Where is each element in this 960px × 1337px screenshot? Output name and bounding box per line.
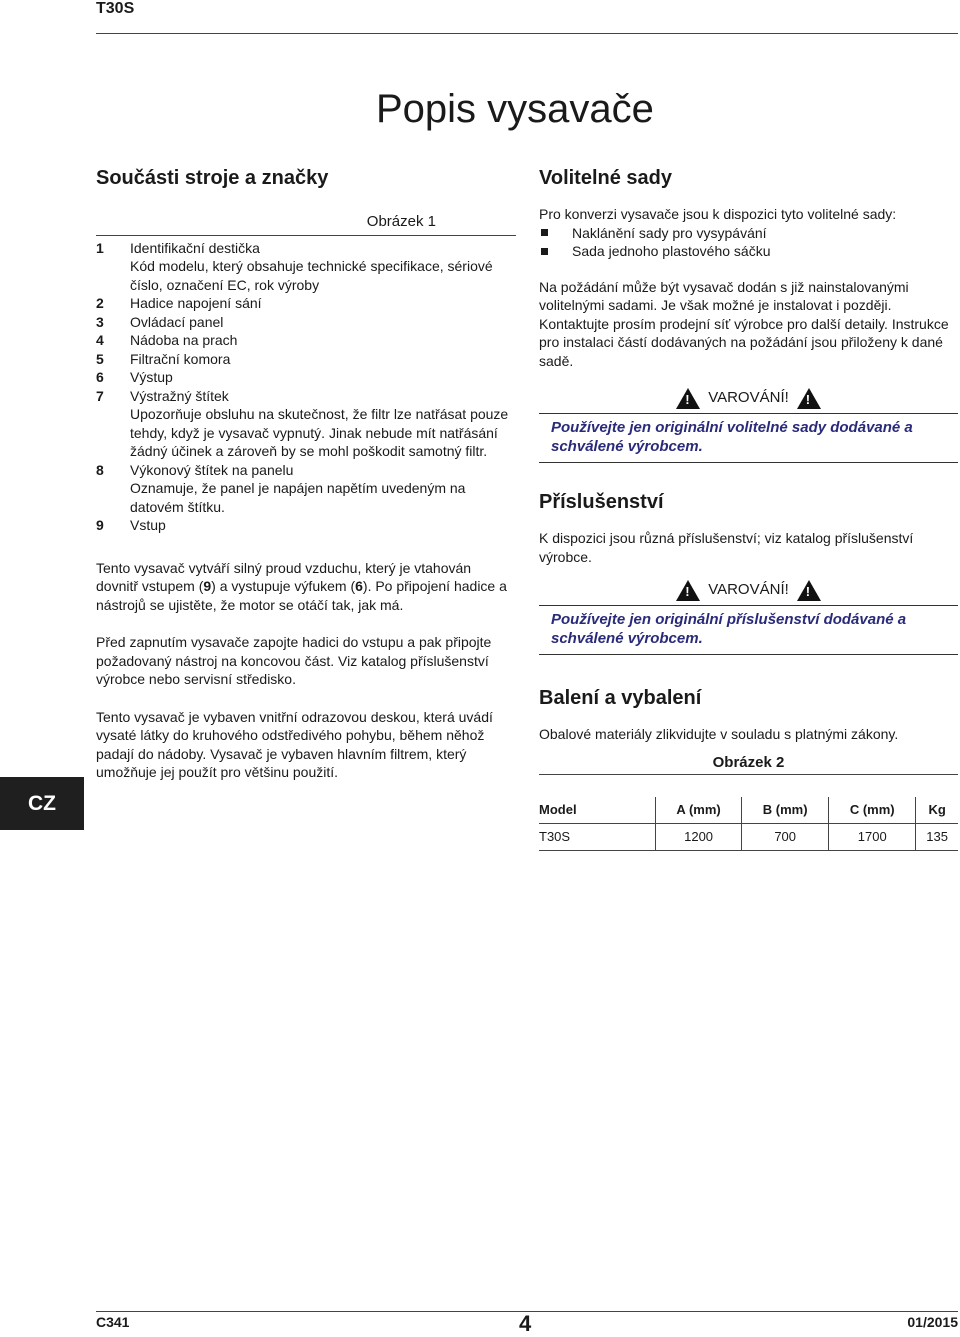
page-title: Popis vysavače: [376, 87, 654, 131]
table-cell: T30S: [539, 824, 656, 851]
column-header: B (mm): [742, 797, 829, 824]
list-item: [96, 368, 516, 387]
header-model: T30S: [96, 0, 135, 17]
part-number: 6: [96, 369, 104, 385]
list-item: [96, 479, 516, 516]
kit-item: Sada jednoho plastového sáčku: [572, 243, 771, 259]
list-item: [96, 350, 516, 369]
list-item: [96, 257, 516, 294]
list-item: [539, 242, 958, 261]
header-divider: [96, 33, 958, 34]
warning-2-text: Používejte jen originální příslušenství dodávané a schválené výrobcem.: [539, 605, 958, 655]
accessories-heading: Příslušenství: [539, 491, 664, 513]
packing-text: Obalové materiály zlikvidujte v souladu s platnými zákony.: [539, 726, 899, 742]
list-item: [96, 331, 516, 350]
part-text: Vstup: [130, 517, 166, 533]
baffle-paragraph: Tento vysavač je vybaven vnitřní odrazovou deskou, která uvádí vysaté látky do kruhového odstředivého pohybu, během něhož padají do nádoby. Vysavač je vybaven hlavním filtrem, který umožňuje jej použít pro většinu použití.: [96, 708, 493, 780]
figure-2-label: Obrázek 2: [712, 753, 785, 771]
kits-list: [539, 224, 958, 261]
kits-heading: Volitelné sady: [539, 167, 673, 189]
startup-paragraph: Před zapnutím vysavače zapojte hadici do vstupu a pak připojte požadovaný nástroj na koncovou část. Viz katalog příslušenství výrobce nebo servisní středisko.: [96, 634, 492, 687]
figure-1-divider: [96, 235, 516, 236]
list-item: [96, 387, 516, 406]
column-header: C (mm): [829, 797, 916, 824]
kit-item: Naklánění sady pro vysypávání: [572, 224, 767, 241]
part-text: Upozorňuje obsluhu na skutečnost, že filtr lze natřásat pouze tehdy, když je vysavač vypnutý. Jinak nebude mít natřásání žádný účinek a zároveň by se mohl poškodit samotný filtr.: [130, 406, 509, 459]
part-text: Výkonový štítek na panelu: [130, 461, 294, 478]
warning-triangle-icon: !: [676, 580, 700, 601]
footer-date: 01/2015: [907, 1314, 958, 1330]
part-text: Hadice napojení sání: [130, 295, 262, 311]
kits-note: Na požádání může být vysavač dodán s již nainstalovanými volitelnými sadami. Je však možné je instalovat i později. Kontaktujte prosím prodejní síť výrobce pro další detaily. Instrukce pro instalaci částí dodávaných na požádání jsou přiloženy k dané sadě.: [539, 278, 949, 369]
part-number: 7: [96, 387, 104, 404]
list-item: [96, 313, 516, 332]
list-item: [96, 405, 516, 461]
part-number: 3: [96, 313, 104, 330]
page-number: 4: [519, 1311, 532, 1336]
part-number: 9: [96, 517, 104, 533]
language-tab: CZ: [0, 777, 84, 830]
table-cell: 1200: [656, 824, 742, 851]
warning-2-header: [539, 580, 958, 601]
column-header: A (mm): [656, 797, 742, 824]
parts-heading: Součásti stroje a značky: [96, 167, 329, 189]
part-text: Oznamuje, že panel je napájen napětím uvedeným na datovém štítku.: [130, 480, 466, 515]
part-text: Kód modelu, který obsahuje technické specifikace, sériové číslo, označení EC, rok výroby: [130, 258, 493, 293]
part-text: Identifikační destička: [130, 239, 260, 256]
part-number: 8: [96, 461, 104, 478]
accessories-text: K dispozici jsou různá příslušenství; viz katalog příslušenství výrobce.: [539, 530, 914, 565]
footer-doc-code: C341: [96, 1314, 130, 1330]
list-item: [539, 224, 958, 243]
column-header: Kg: [916, 797, 958, 824]
warning-triangle-icon: !: [676, 388, 700, 409]
kits-intro: Pro konverzi vysavače jsou k dispozici tyto volitelné sady:: [539, 206, 897, 222]
warning-1-text: Používejte jen originální volitelné sady dodávané a schválené výrobcem.: [539, 413, 958, 463]
part-number: 2: [96, 295, 104, 311]
part-number: [96, 479, 130, 516]
part-text: Výstražný štítek: [130, 387, 229, 404]
parts-list: [96, 239, 516, 535]
warning-2-label: VAROVÁNÍ!: [708, 581, 789, 599]
list-item: [96, 239, 516, 258]
list-item: [96, 294, 516, 313]
part-number: 1: [96, 239, 104, 256]
warning-triangle-icon: !: [797, 388, 821, 409]
table-header-row: [539, 797, 958, 824]
part-text: Nádoba na prach: [130, 332, 238, 348]
part-number: 4: [96, 332, 104, 348]
part-number: [96, 405, 130, 461]
figure-1-label: Obrázek 1: [366, 213, 436, 230]
warning-1-label: VAROVÁNÍ!: [708, 389, 789, 407]
table-row: [539, 824, 958, 851]
right-column: [539, 165, 958, 851]
column-header: Model: [539, 797, 656, 824]
table-cell: 700: [742, 824, 829, 851]
part-text: Filtrační komora: [130, 350, 231, 367]
packing-heading: Balení a vybalení: [539, 687, 702, 709]
list-item: [96, 461, 516, 480]
warning-triangle-icon: !: [797, 580, 821, 601]
table-cell: 1700: [829, 824, 916, 851]
airflow-paragraph: Tento vysavač vytváří silný proud vzduchu, který je vtahován dovnitř vstupem (9) a vystupuje výfukem (6). Po připojení hadice a nástrojů se ujistěte, že motor se otáčí tak, jak má.: [96, 559, 507, 613]
part-text: Ovládací panel: [130, 313, 224, 330]
table-cell: 135: [916, 824, 958, 851]
warning-1-header: [539, 388, 958, 409]
bullet-icon: [541, 248, 548, 255]
list-item: [96, 516, 516, 535]
left-column: [96, 165, 516, 801]
bullet-icon: [541, 229, 548, 236]
dimensions-table: [539, 797, 958, 851]
part-number: [96, 257, 130, 294]
part-text: Výstup: [130, 369, 173, 385]
part-number: 5: [96, 350, 104, 367]
